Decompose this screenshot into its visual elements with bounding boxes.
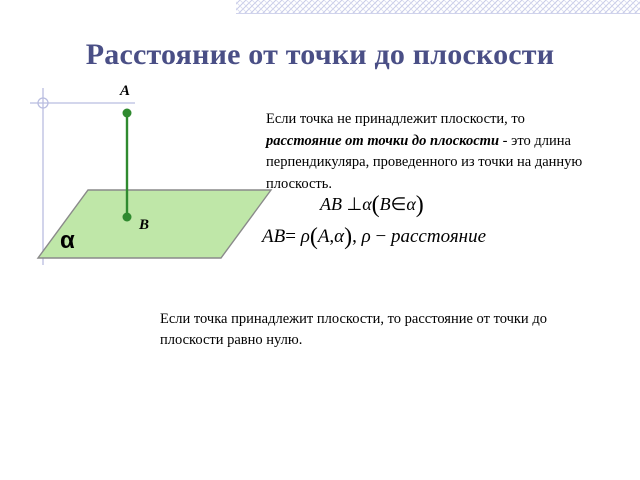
f1-point-b: B [379, 194, 391, 214]
f1-bracket-left: ( [371, 192, 380, 218]
f1-segment: AB [320, 194, 342, 214]
f2-sep: , [352, 226, 357, 247]
f2-comma: , [329, 226, 335, 247]
definition-text [266, 109, 596, 195]
point-a [123, 109, 132, 118]
definition-emphasis: расстояние от точки до плоскости [266, 132, 500, 149]
f2-point-a: A [317, 226, 330, 247]
f2-dash: − [375, 226, 387, 247]
label-point-b: B [139, 217, 150, 233]
label-plane-alpha: α [60, 227, 75, 254]
definition-part2: - это длина перпендикуляра, проведенного из точки на данную плоскость. [266, 132, 583, 192]
f2-rho2: ρ [361, 226, 371, 247]
f2-lhs: AB [262, 226, 286, 247]
f2-rho: ρ [300, 226, 310, 247]
zero-distance-note: Если точка принадлежит плоскости, то расстояние от точки до плоскости равно нулю. [160, 311, 547, 348]
slide-title: Расстояние от точки до плоскости [85, 38, 555, 71]
formula-perpendicular [320, 192, 424, 219]
label-point-a: A [120, 83, 131, 99]
f1-plane2: α [406, 194, 416, 214]
f1-plane: α [362, 194, 372, 214]
f2-plane: α [334, 226, 345, 247]
point-b [123, 213, 132, 222]
f2-eq: = [285, 226, 296, 247]
f1-perp-symbol: ⊥ [346, 194, 363, 214]
f1-in-symbol: ∈ [390, 194, 407, 214]
formula-distance [262, 224, 486, 251]
definition-part1: Если точка не принадлежит плоскости, то [266, 111, 525, 127]
f2-paren-left: ( [309, 224, 318, 250]
f2-word: расстояние [391, 226, 487, 247]
f2-paren-right: ) [344, 224, 353, 250]
f1-bracket-right: ) [415, 192, 424, 218]
